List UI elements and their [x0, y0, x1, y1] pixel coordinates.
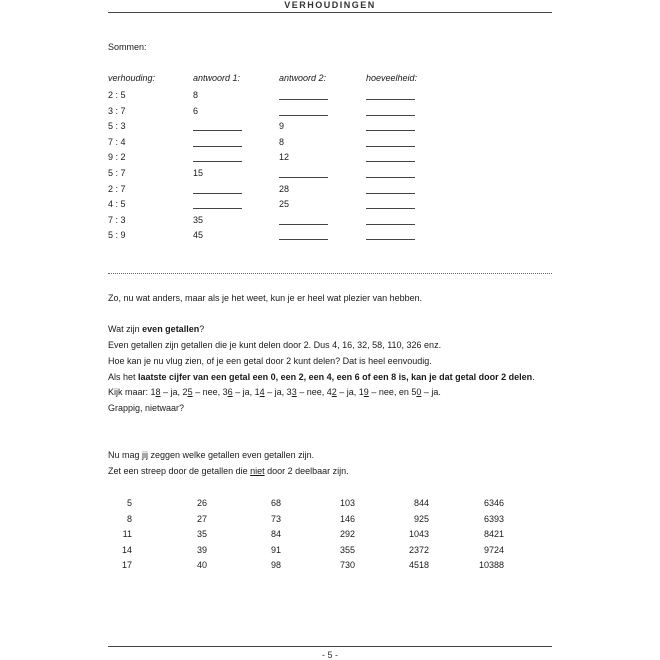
even-question-post: ? — [199, 324, 205, 334]
answer2-blank — [279, 99, 328, 100]
grid-number[interactable]: 98 — [270, 560, 281, 571]
answer1-cell: 15 — [193, 168, 204, 178]
ratio-cell: 5 : 7 — [108, 168, 126, 178]
amount-blank — [366, 130, 415, 131]
ratio-cell: 7 : 4 — [108, 136, 126, 147]
example-last-digit: 8 — [155, 387, 161, 397]
grid-number[interactable]: 4518 — [408, 560, 429, 571]
example-last-digit: 6 — [227, 387, 233, 397]
even-examples-line — [108, 386, 441, 398]
grid-number[interactable]: 844 — [413, 498, 429, 508]
task-line-2 — [108, 465, 349, 477]
answer1-cell: 6 — [193, 105, 199, 116]
grid-number[interactable]: 39 — [196, 544, 207, 555]
grid-number[interactable]: 35 — [196, 529, 207, 540]
even-line-5: Grappig, nietwaar? — [108, 403, 185, 413]
grid-number[interactable]: 27 — [196, 513, 207, 524]
example-text: – ja, 3 — [264, 387, 292, 397]
grid-number[interactable]: 2372 — [408, 544, 429, 555]
page-header-title: VERHOUDINGEN — [284, 0, 376, 10]
sums-heading: Sommen: — [108, 42, 147, 52]
grid-number[interactable]: 40 — [196, 560, 207, 571]
even-line-1: Even getallen zijn getallen die je kunt delen door 2. Dus 4, 16, 32, 58, 110, 326 enz. — [108, 340, 442, 350]
even-line-3-post: . — [532, 372, 535, 382]
grid-number[interactable]: 146 — [339, 513, 355, 524]
sums-column-header: verhouding: — [108, 73, 156, 83]
ratio-cell: 9 : 2 — [108, 152, 126, 163]
example-last-digit: 5 — [187, 387, 193, 397]
amount-blank — [366, 115, 415, 116]
example-text: – nee, en 5 — [368, 387, 417, 397]
task-line-2-underlined: niet — [250, 466, 265, 476]
grid-number[interactable]: 10388 — [478, 560, 504, 571]
answer2-cell: 12 — [279, 152, 290, 163]
answer2-cell: 28 — [279, 183, 290, 194]
even-question-pre: Wat zijn — [108, 324, 143, 334]
grid-number[interactable]: 73 — [270, 513, 281, 524]
answer1-blank — [193, 146, 242, 147]
grid-number[interactable]: 6393 — [483, 513, 504, 524]
sums-column-header: antwoord 2: — [279, 73, 327, 83]
sums-column-header: antwoord 1: — [193, 73, 241, 83]
even-line-3-bold: laatste cijfer van een getal een 0, een 2, een 4, een 6 of een 8 is, kan je dat getal door 2 delen — [138, 372, 533, 382]
amount-blank — [366, 208, 415, 209]
ratio-cell: 3 : 7 — [108, 105, 126, 116]
example-last-digit: 0 — [416, 387, 422, 397]
amount-blank — [366, 193, 415, 194]
even-question — [108, 323, 204, 335]
header-rule — [108, 12, 552, 13]
even-question-bold: even getallen — [142, 324, 200, 334]
task-line-1: Nu mag jij zeggen welke getallen even getallen zijn. — [108, 450, 315, 460]
grid-number[interactable]: 730 — [339, 560, 355, 571]
grid-number[interactable]: 9724 — [483, 544, 504, 555]
answer2-blank — [279, 224, 328, 225]
ratio-cell: 7 : 3 — [108, 214, 126, 225]
answer1-blank — [193, 161, 242, 162]
answer2-blank — [279, 239, 328, 240]
amount-blank — [366, 177, 415, 178]
answer1-cell: 45 — [193, 230, 204, 241]
example-text: – ja. — [421, 387, 441, 397]
example-last-digit: 2 — [331, 387, 337, 397]
answer1-blank — [193, 193, 242, 194]
grid-number[interactable]: 84 — [270, 529, 281, 540]
example-last-digit: 3 — [291, 387, 297, 397]
answer1-blank — [193, 130, 242, 131]
grid-number[interactable]: 68 — [270, 498, 281, 508]
grid-number[interactable]: 292 — [339, 529, 355, 540]
answer1-blank — [193, 208, 242, 209]
grid-number[interactable]: 103 — [339, 498, 355, 508]
grid-number[interactable]: 8 — [126, 513, 132, 524]
example-text: – ja, 1 — [336, 387, 364, 397]
even-line-3 — [108, 371, 535, 383]
even-line-3-pre: Als het — [108, 372, 139, 382]
grid-number[interactable]: 91 — [270, 544, 281, 555]
grid-number[interactable]: 11 — [122, 529, 132, 540]
ratio-cell: 5 : 3 — [108, 121, 126, 132]
grid-number[interactable]: 14 — [121, 544, 132, 555]
amount-blank — [366, 224, 415, 225]
ratio-cell: 4 : 5 — [108, 199, 126, 210]
even-line-2: Hoe kan je nu vlug zien, of je een getal door 2 kunt delen? Dat is heel eenvoudig. — [108, 356, 432, 366]
grid-number[interactable]: 355 — [339, 544, 355, 555]
example-text: Kijk maar: 1 — [108, 387, 156, 397]
grid-number[interactable]: 17 — [121, 560, 132, 571]
ratio-cell: 2 : 5 — [108, 90, 126, 100]
example-last-digit: 9 — [363, 387, 369, 397]
task-line-2-post: door 2 deelbaar zijn. — [264, 466, 349, 476]
answer2-blank — [279, 177, 328, 178]
answer2-blank — [279, 115, 328, 116]
grid-number[interactable]: 8421 — [483, 529, 504, 540]
grid-number[interactable]: 5 — [126, 498, 132, 508]
grid-number[interactable]: 925 — [413, 513, 429, 524]
example-text: – ja, 2 — [160, 387, 188, 397]
grid-number[interactable]: 1043 — [408, 529, 429, 540]
example-last-digit: 4 — [259, 387, 265, 397]
amount-blank — [366, 99, 415, 100]
footer-rule — [108, 646, 552, 647]
ratio-cell: 5 : 9 — [108, 230, 126, 241]
amount-blank — [366, 161, 415, 162]
example-text: – ja, 1 — [232, 387, 260, 397]
answer2-cell: 25 — [279, 199, 290, 210]
answer2-cell: 9 — [279, 121, 285, 132]
intro-text: Zo, nu wat anders, maar als je het weet, kun je er heel wat plezier van hebben. — [108, 293, 423, 303]
ratio-cell: 2 : 7 — [108, 183, 126, 194]
section-divider — [108, 273, 552, 274]
page-number: - 5 - — [321, 650, 338, 660]
task-line-2-pre: Zet een streep door de getallen die — [108, 466, 251, 476]
answer2-cell: 8 — [279, 136, 285, 147]
amount-blank — [366, 146, 415, 147]
grid-number[interactable]: 26 — [196, 498, 207, 508]
grid-number[interactable]: 6346 — [483, 498, 504, 508]
answer1-cell: 35 — [193, 214, 204, 225]
example-text: – nee, 4 — [296, 387, 332, 397]
example-text: – nee, 3 — [192, 387, 228, 397]
sums-column-header: hoeveelheid: — [366, 73, 418, 83]
amount-blank — [366, 239, 415, 240]
answer1-cell: 8 — [193, 90, 199, 100]
